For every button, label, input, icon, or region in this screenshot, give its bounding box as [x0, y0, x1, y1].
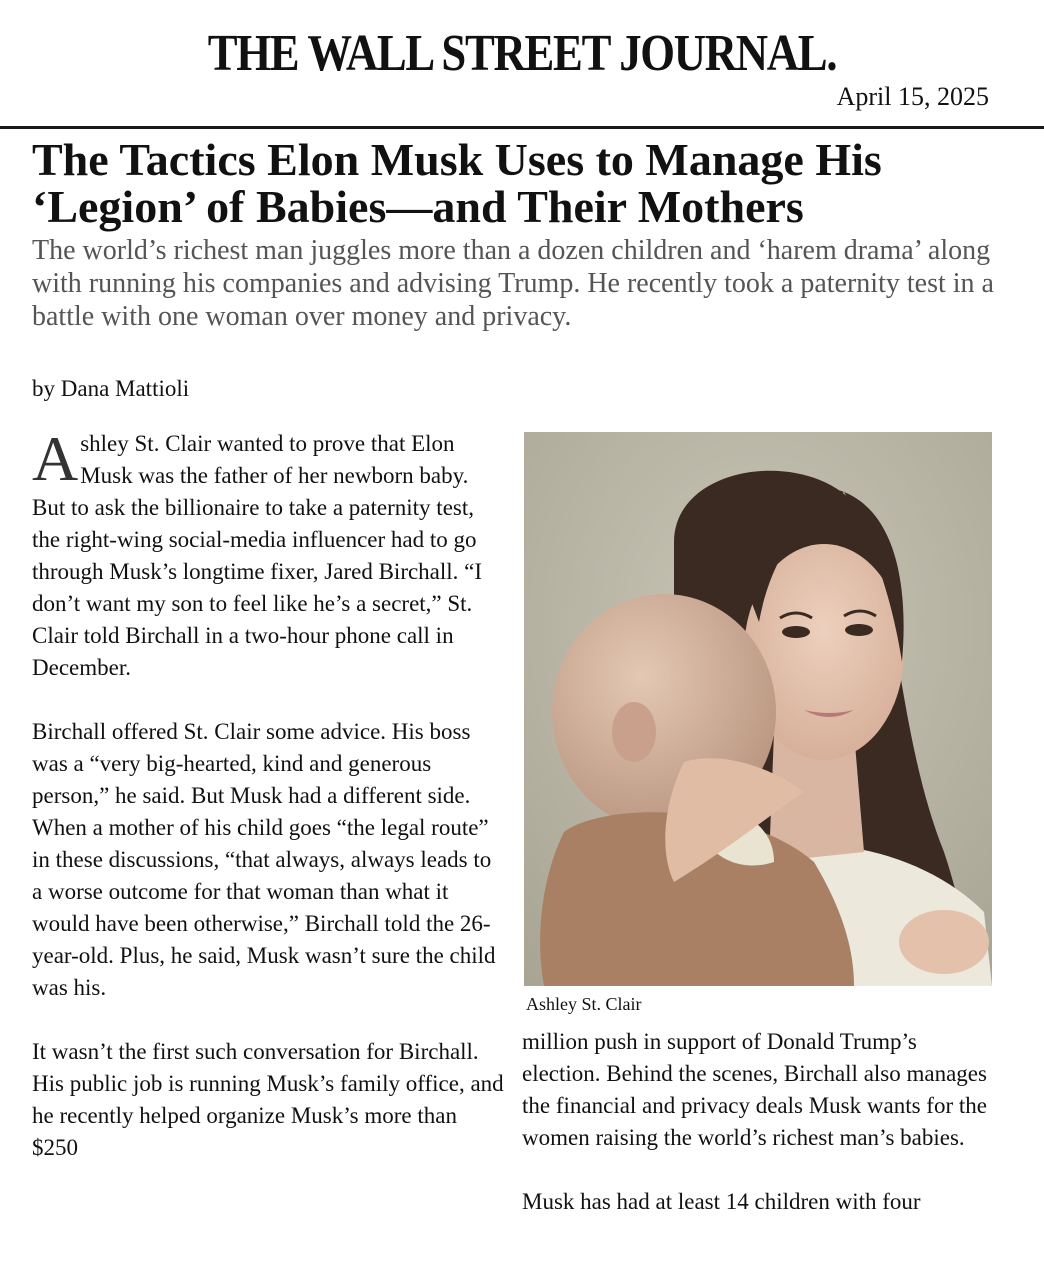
byline[interactable]: by Dana Mattioli: [32, 376, 190, 401]
article-photo[interactable]: [524, 432, 992, 986]
photo-illustration: [524, 432, 992, 986]
article-headline: [32, 136, 1022, 230]
photo-caption: Ashley St. Clair: [526, 994, 642, 1014]
article-body-right-column: [522, 1026, 992, 1250]
article-paragraph: million push in support of Donald Trump’s election. Behind the scenes, Birchall also manages the financial and privacy deals Musk wants for the women raising the world’s richest man’s babies.: [522, 1029, 987, 1150]
article-paragraph: It wasn’t the first such conversation for Birchall. His public job is running Musk’s family office, and he recently helped organize Musk’s more than $250: [32, 1039, 504, 1160]
article-dek: The world’s richest man juggles more than a dozen children and ‘harem drama’ along with running his companies and advising Trump. He recently took a paternity test in a battle with one woman over money and privacy.: [32, 235, 994, 332]
masthead-logo[interactable]: THE WALL STREET JOURNAL.: [207, 25, 837, 82]
article-paragraph: [32, 423, 507, 684]
article-body-left-column: [32, 423, 507, 1196]
publication-date: April 15, 2025: [836, 82, 989, 111]
drop-cap: A: [32, 423, 79, 494]
masthead-divider: [0, 126, 1044, 129]
article-paragraph: Musk has had at least 14 children with four: [522, 1189, 921, 1214]
article-paragraph: Birchall offered St. Clair some advice. His boss was a “very big-hearted, kind and generous person,” he said. But Musk had a different side. When a mother of his child goes “the legal route” in these discussions, “that always, always leads to a worse outcome for that woman than what it would have been otherwise,” Birchall told the 26-year-old. Plus, he said, Musk wasn’t sure the child was his.: [32, 719, 496, 1000]
headline-line-1: The Tactics Elon Musk Uses to Manage His: [32, 134, 882, 185]
paragraph-text: shley St. Clair wanted to prove that Elon Musk was the father of her newborn baby. But to ask the billionaire to take a paternity test, the right-wing social-media influencer had to go through Musk’s longtime fixer, Jared Birchall. “I don’t want my son to feel like he’s a secret,” St. Clair told Birchall in a two-hour phone call in December.: [32, 431, 483, 680]
headline-line-2: ‘Legion’ of Babies—and Their Mothers: [32, 181, 804, 232]
